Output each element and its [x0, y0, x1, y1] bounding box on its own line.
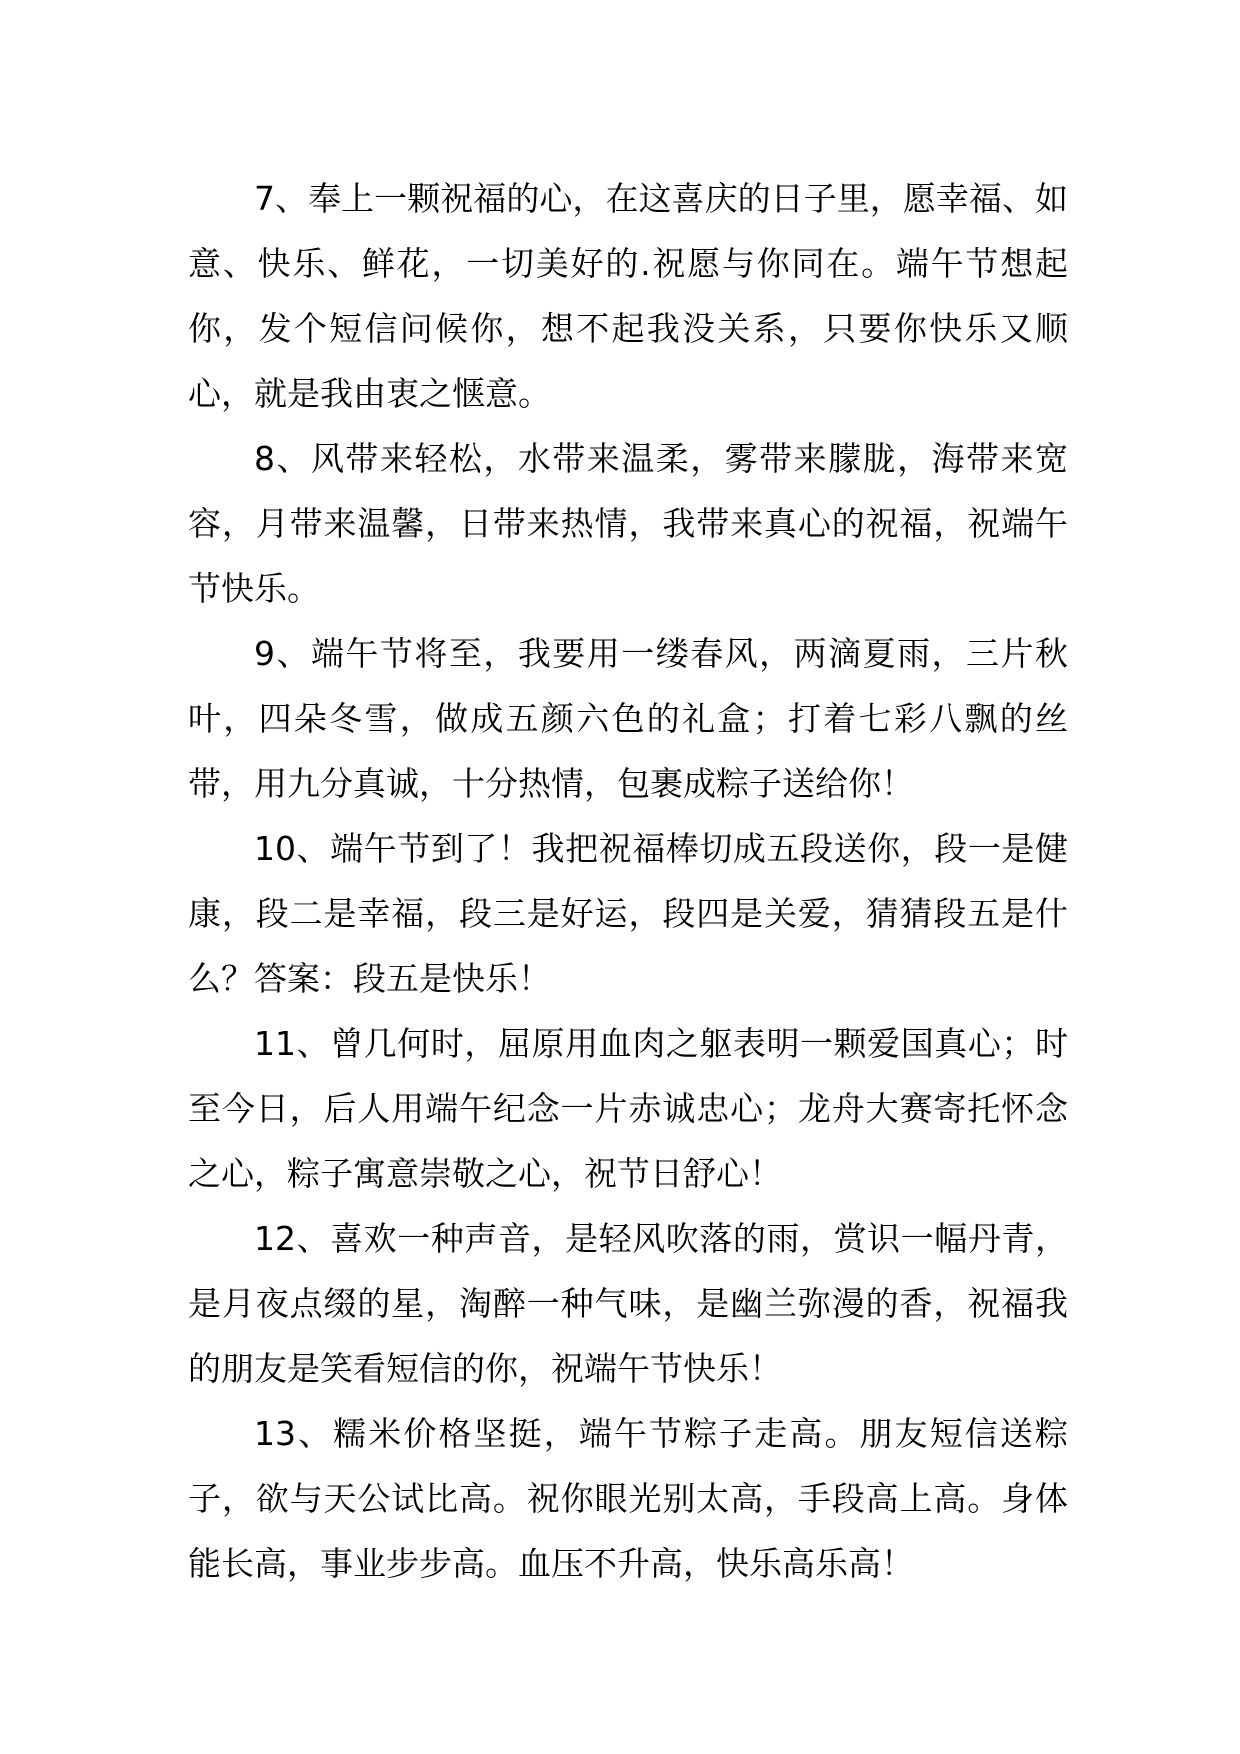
paragraph-13: 13、糯米价格坚挺，端午节粽子走高。朋友短信送粽子，欲与天公试比高。祝你眼光别太高，手段高上高。身体能长高，事业步步高。血压不升高，快乐高乐高！	[188, 1414, 1068, 1583]
paragraph-9: 9、端午节将至，我要用一缕春风，两滴夏雨，三片秋叶，四朵冬雪，做成五颜六色的礼盒；打着七彩八飘的丝带，用九分真诚，十分热情，包裹成粽子送给你！	[188, 634, 1068, 803]
paragraph-11: 11、曾几何时，屈原用血肉之躯表明一颗爱国真心；时至今日，后人用端午纪念一片赤诚忠心；龙舟大赛寄托怀念之心，粽子寓意崇敬之心，祝节日舒心！	[188, 1024, 1068, 1193]
paragraph-8: 8、风带来轻松，水带来温柔，雾带来朦胧，海带来宽容，月带来温馨，日带来热情，我带来真心的祝福，祝端午节快乐。	[188, 439, 1068, 608]
paragraph-10: 10、端午节到了！我把祝福棒切成五段送你，段一是健康，段二是幸福，段三是好运，段四是关爱，猜猜段五是什么？答案：段五是快乐！	[188, 829, 1068, 998]
paragraph-12: 12、喜欢一种声音，是轻风吹落的雨，赏识一幅丹青，是月夜点缀的星，淘醉一种气味，是幽兰弥漫的香，祝福我的朋友是笑看短信的你，祝端午节快乐！	[188, 1219, 1068, 1388]
paragraph-7: 7、奉上一颗祝福的心，在这喜庆的日子里，愿幸福、如意、快乐、鲜花，一切美好的.祝愿与你同在。端午节想起你，发个短信问候你，想不起我没关系，只要你快乐又顺心，就是我由衷之惬意。	[188, 179, 1068, 413]
document-body	[188, 166, 1068, 1596]
